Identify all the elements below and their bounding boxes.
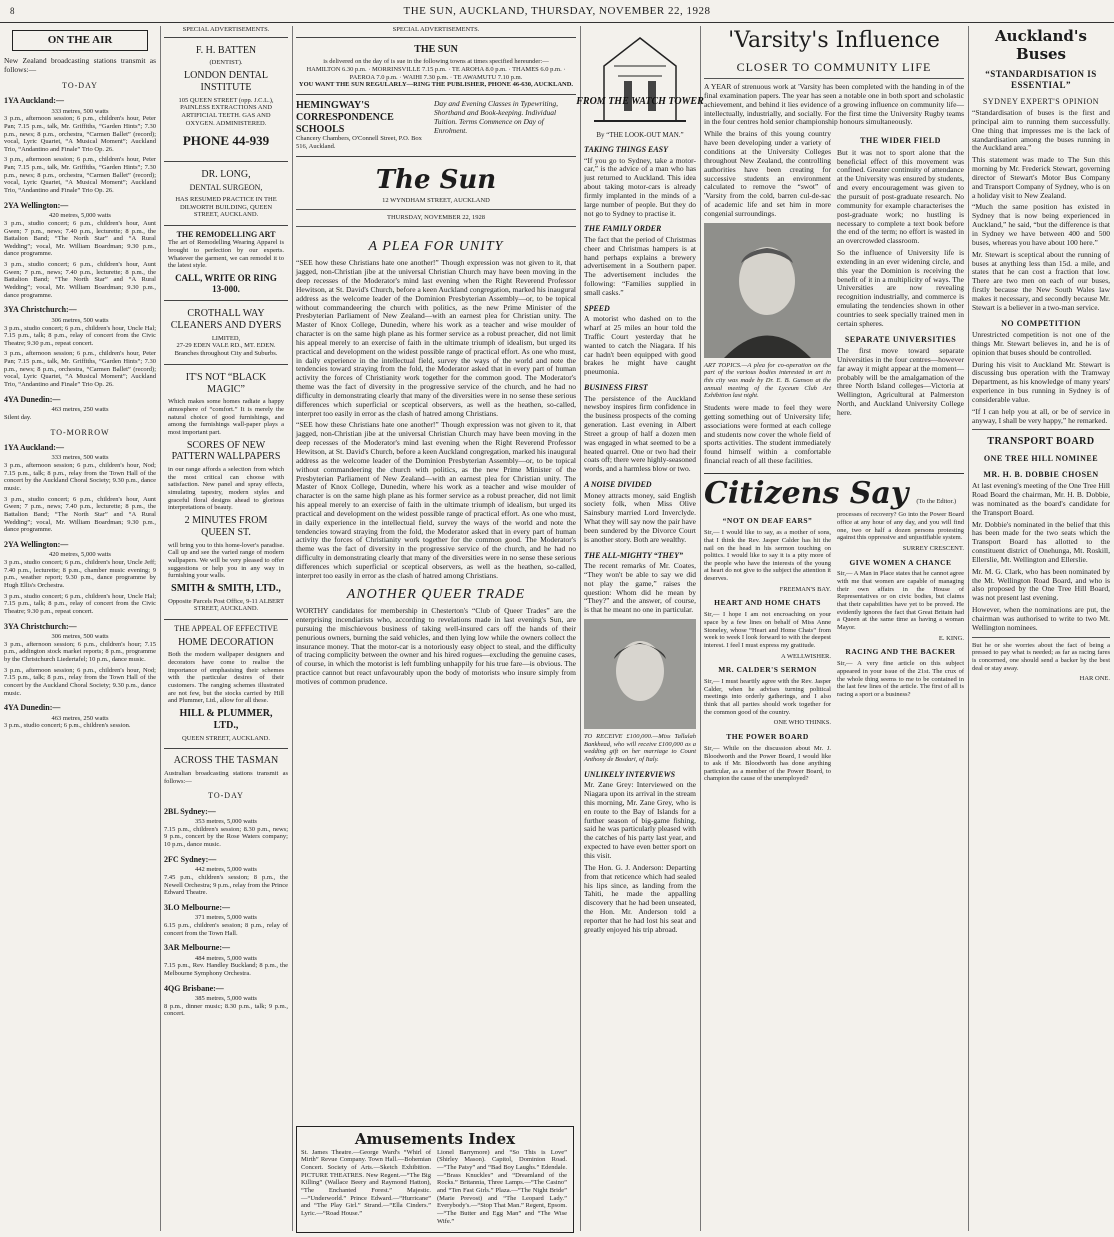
column-rule — [968, 26, 969, 1231]
ad-body: Opposite Parcels Post Office, 9-11 ALBERT STREET, AUCKLAND. — [168, 597, 284, 613]
paragraph-heading: TAKING THINGS EASY — [584, 145, 669, 155]
station-wave: 420 metres, 5,000 watts — [49, 212, 111, 220]
photo-caption: ART TOPICS.—A plea for co-operation on the part of the various bodies interested in art in this city was made by Dr. E. B. Gunson at the annual meeting of the Lyceum Club Art Exhibition last night. — [704, 361, 831, 400]
article-subheadline-2: SYDNEY EXPERT'S OPINION — [982, 96, 1100, 106]
station-wave: 333 metres, 500 watts — [51, 107, 109, 115]
station-programme-cont: 3 p.m., studio concert; 6 p.m., children's hour, Aunt Gwen; 7 p.m., news; 7.40 p.m., lecturette; 8 p.m., the Battalion Band; “The North Star” and “A Rural Wedding”; vocal, Mr. William Boardman; 9.30 p.m., dance programme. — [4, 261, 156, 299]
smith-wallpaper-ad — [164, 365, 288, 620]
paragraph-heading: THE ALL-MIGHTY “THEY” — [584, 550, 683, 560]
station-programme: 3 p.m., studio concert; 6 p.m., children's hour, Aunt Gwen; 7 p.m., news; 7.40 p.m., lecturette; 8 p.m., the Battalion Band; “The North Star” and “A Rural Wedding”; vocal, Mr. William Boardman; 9.30 p.m., dance programme. — [4, 219, 156, 258]
ad-body: QUEEN STREET, AUCKLAND. — [182, 734, 270, 742]
ad-title: HEMINGWAY'S CORRESPONDENCE SCHOOLS — [296, 100, 394, 135]
masthead-title: THE SUN, AUCKLAND, THURSDAY, NOVEMBER 22, 1928 — [403, 5, 711, 17]
transport-board-heading: TRANSPORT BOARD — [987, 436, 1095, 448]
letter-heading: THE POWER BOARD — [726, 732, 809, 741]
station-name: 2BL Sydney:— — [164, 806, 216, 816]
paragraph-body: The Hon. G. J. Anderson: Departing from that reticence which had sealed his lips since, as landing from the Tahiti, he made the appalling discovery that he had been unseated, the Hon. Mr. Anderson told a reporter that he had lost his seat and greatly enjoyed his trip abroad. — [584, 862, 696, 934]
article-body: “Standardisation of buses is the first and principal aim to running them successfully. One thing that impresses me is the lack of standardisation among the buses running in the Auckland area.” — [972, 108, 1110, 153]
letter-heading: HEART AND HOME CHATS — [714, 598, 821, 608]
paragraph-heading: BUSINESS FIRST — [584, 383, 648, 393]
ad-body: in our range affords a selection from which the most critical can choose with satisfaction. New panel and spray effects, simulating tapestry, modern styles and graceful floral designs ahead to glorious interpretations of beauty. — [168, 466, 284, 512]
ad-body: Which makes some homes radiate a happy atmosphere of “comfort.” It is merely the natural choice of good furnishings, and among the furnishings wall-paper plays a most important part. — [168, 398, 284, 436]
station-programme: 7.45 p.m., children's session; 8 p.m., the Newell Orchestra; 9 p.m., relay from the Prince Edward Theatre. — [164, 873, 288, 897]
masthead — [0, 0, 1114, 23]
station-programme-cont: 3 p.m., afternoon session; 6 p.m., children's hour, Nod; 7.15 p.m., talk; 8 p.m., relay from the Town Hall of the concert by the Auckland Choral Society; 9.30 p.m., dance music. — [4, 666, 156, 697]
ad-title: LONDON DENTAL INSTITUTE — [184, 70, 268, 93]
watch-tower-illustration — [576, 26, 704, 126]
column-rule — [292, 26, 293, 1231]
ad-body: Both the modern wallpaper designers and decorators have come to realise the importance of emphasising their schemes with the particular desires of their customers. The ranging schemes illustrated are not few, but the stocks carried by Hill and Plummer, Ltd., allow for all these. — [168, 651, 284, 705]
remodelling-ad — [164, 226, 288, 301]
station-wave: 306 metres, 500 watts — [51, 316, 109, 324]
letter-signature: ONE WHO THINKS. — [773, 719, 831, 727]
section-heading: NO COMPETITION — [1001, 318, 1081, 328]
varsity-column — [704, 26, 964, 1231]
station-programme: 6.15 p.m., children's session; 8 p.m., relay of concert from the Town Hall. — [164, 921, 288, 937]
ad-call: CALL, WRITE OR RING 13-000. — [175, 272, 277, 294]
ad-subtitle: (DENTIST). — [209, 59, 243, 67]
letter-signature: SURREY CRESCENT. — [902, 544, 964, 552]
letter-body: Sir,— I would like to say, as a mother of sons, that I think the Rev. Jasper Calder has hit the nail on the head in his sermon touching on politics. I would like to say it is a pity more of the people who have the interests of the young at heart do not give to the subject the attention it deserves. — [704, 529, 831, 583]
column-rule — [160, 26, 161, 1231]
station-wave: 385 metres, 5,000 watts — [195, 995, 257, 1003]
letter-body: processes of recovery? Go into the Power Board office at any hour of any day, and you will find one, two or half a dozen persons protesting against this oppressive and unjustifiable system. — [837, 511, 964, 542]
letter-body: Sir,— While on the discussion about Mr. J. Bloodworth and the Power Board, I would like to ask if Mr. Bloodworth has done anything particular, as a member of the Power Board, to champion the cause of the unemployed? — [704, 744, 831, 783]
citizens-say-banner — [704, 473, 964, 511]
editorial-body: WORTHY candidates for membership in Chesterton's “Club of Queer Trades” are the enterprising incendiarists who, according to revelations made in last evening's Sun, are pursuing the mischievous business of taking well-insured cars off the hands of their penurious owners, burning the said vehicles, and then lying low while the owners collect the insurance money. That the motor-car is a notoriously easy object to steal, and the difficulty of tracing complicity between the owner and his hired rogues—excluding the genuine cases, of course, in which the motorist is left fumbling unhappily for his true fare—is obvious. The practice cannot but react unfavourably upon the body of motorists who insure simply from motives of common prudence. — [296, 606, 576, 686]
sun-delivery-ad — [296, 38, 576, 95]
station-wave: 371 metres, 5,000 watts — [195, 914, 257, 922]
station-name: 4YA Dunedin:— — [4, 394, 61, 404]
station-wave: 484 metres, 5,000 watts — [195, 954, 257, 962]
ad-title: SMITH & SMITH, LTD., — [171, 582, 281, 594]
ad-title: THE REMODELLING ART — [176, 229, 276, 239]
letter-signature: A WELLWISHER. — [781, 652, 831, 660]
paragraph-body: The fact that the period of Christmas cheer and Christmas hampers is at hand perhaps explains a brewery advertisement in a Southern paper. The advertisement includes the following: “Families supplied in small casks.” — [584, 234, 696, 297]
station-name: 3LO Melbourne:— — [164, 902, 230, 912]
article-body: But it was not to sport alone that the beneficial effect of this movement was confined. Greater continuity of attendance at the University was ensured by students, and every encouragement was given to the pursuit of post-graduate research. No community for example characterises the post-graduate work; no hustling is necessary to complete a text book before the end of the term; no effort is wasted in an overcrowded classroom. — [837, 147, 964, 246]
crothall-ad — [164, 301, 288, 365]
citizens-say-title: Citizens Say — [704, 475, 909, 511]
paper-address: 12 WYNDHAM STREET, AUCKLAND — [382, 197, 490, 205]
article-headline: Auckland's Buses — [995, 27, 1087, 63]
station-programme-cont: 3 p.m., studio concert; 6 p.m., children's hour, Aunt Gwen; 7 p.m., news; 7.40 p.m., lecturette; 8 p.m., the Battalion Band; “The North Star” and “A Rural Wedding”; vocal, Mr. William Boardman; 9.30 p.m., dance programme. — [4, 495, 156, 534]
station-programme: 7.15 p.m., children's session; 8.30 p.m., news; 9 p.m., concert by the Rose Waters company; 10 p.m., dance music. — [164, 825, 288, 849]
station-name: 2YA Wellington:— — [4, 200, 69, 210]
letter-body: Sir,— A Man in Place states that he cannot agree with me that women are capable of managing their own affairs in the House of Representatives or on civic bodies, but claims that their capabilities have yet to be proved. He evidently ignores the fact that Great Britain had a Queen at the same time as having a woman Mayor. — [837, 570, 964, 632]
transport-board-sub: ONE TREE HILL NOMINEE — [983, 454, 1099, 464]
ad-body: will bring you to this home-lover's paradise. Call up and see the varied range of modern wallpapers. We will be very pleased to offer suggestions or help you in any way in furnishing your walls. — [168, 541, 284, 580]
today-label: TO-DAY — [62, 80, 98, 90]
section-heading: SEPARATE UNIVERSITIES — [844, 334, 957, 344]
article-body: Mr. Dobbie's nominated in the belief that this has been made for the two seats which the Transport Board has allotted to the constituent district of Onehunga, Mt. Roskill, Ellerslie, Mt. Wellington and Ellerslie. — [972, 519, 1110, 564]
station-name: 2YA Wellington:— — [4, 539, 69, 549]
letter-heading: RACING AND THE BACKER — [845, 647, 956, 657]
letter-body: Sir,— A very fine article on this subject appeared in your issue of the 21st. The crux of the whole thing seems to me to be contained in the last few lines of the article. The first of all is racing a sport or a business? — [837, 660, 964, 698]
paragraph-heading: A NOISE DIVIDED — [584, 480, 652, 490]
letter-heading: “NOT ON DEAF EARS” — [722, 516, 813, 526]
amusements-right: Lionel Barrymore) and “So This is Love” (Shirley Mason). Capitol, Dominion Road.—“The Patsy” and “Bad Boy Laughs.” Edendale.—“Brass Knuckles” and “Dreamland of the Rocks.” Britannia, Three Lamps.—“The Casino” and “Ten Fast Girls.” Plaza.—“The Night Bride” (Marie Prevost) and “The Leopard Lady.” Everybody's.—“Stop That Man.” Regent, Epsom.—“The Butter and Egg Man” and “The Wise Wife.” — [437, 1148, 567, 1225]
paragraph-body: Money attracts money, said English society folk, when Miss Olive Sainsbury married Lord Inverclyde. What they will say now the pair have been sundered by the Divorce Court is another story. Both are wealthy. — [584, 490, 696, 544]
on-the-air-heading: ON THE AIR — [12, 30, 148, 51]
station-name: 1YA Auckland:— — [4, 96, 64, 106]
special-ads-label: SPECIAL ADVERTISEMENTS. — [296, 26, 576, 38]
dr-long-ad — [164, 162, 288, 226]
article-body: The first move toward separate Universities in the four centres—however far away it might appear at the moment—probably will be the amalgamation of the three North Island colleges—Victoria at Wellington, Agricultural at Palmerston North, and Auckland University College here. — [837, 346, 964, 417]
ad-title: CROTHALL WAY CLEANERS AND DYERS — [170, 308, 282, 331]
editorial-heading: ANOTHER QUEER TRADE — [346, 586, 526, 602]
station-programme-cont: 3 p.m., afternoon session; 6 p.m., children's hour, Peter Pan; 7.15 p.m., talk, Mr. Griffiths, “Garden Hints”; 7.30 p.m., news; 8 p.m., orchestra, “Carmen Ballet” (record); vocal, Lyric Quartet, “A Musical Moment”; Auckland Trio, “Andantino and Finale” Trio Op. 26. — [4, 350, 156, 389]
page-number: 8 — [10, 6, 15, 16]
amusements-index — [296, 1126, 574, 1233]
ad-address: Chancery Chambers, O'Connell Street, P.O. Box 516, Auckland. — [296, 135, 422, 151]
station-wave: 463 metres, 250 watts — [51, 406, 109, 414]
paper-date: THURSDAY, NOVEMBER 22, 1928 — [386, 214, 486, 222]
station-name: 3AR Melbourne:— — [164, 943, 230, 953]
advertisements-column — [164, 26, 288, 1231]
letter-signature: HAR ONE. — [1079, 675, 1110, 683]
transport-board-sub2: MR. H. B. DOBBIE CHOSEN — [983, 469, 1099, 479]
editorial-column — [296, 26, 576, 1231]
ad-phone: PHONE 44-939 — [182, 133, 270, 149]
amusements-left: St. James Theatre.—George Ward's “Whirl of Mirth” Revue Company. Town Hall.—Bohemian Concert. Society of Arts.—Sketch Exhibition. PICTURE THEATRES. New Regent.—“The Big Killing” (Wallace Beery and Raymond Hatton), “The Enchanted Forest.” Majestic.—“Underworld.” Prince Edward.—“Hurricane” and “The Play Girl.” Strand.—“Ella Cinders.” Lyric.—“Road House.” — [301, 1148, 431, 1217]
ad-body: The art of Remodelling Wearing Apparel is brought to perfection by our experts. Whatever the garment, we can remodel it to the latest style. — [168, 239, 284, 270]
station-programme: 3 p.m., afternoon session; 6 p.m., children's hour, Peter Pan; 7.15 p.m., talk, Mr. Griffiths, “Garden Hints”; 7.30 p.m., news; 8 p.m., orchestra, “Carmen Ballet” (record); vocal, Lyric Quartet, “A Musical Moment”; Auckland Trio, “Andantino and Finale” Trio Op. 26. — [4, 115, 156, 153]
section-heading: THE WIDER FIELD — [860, 136, 941, 146]
article-body: Mr. Stewart is sceptical about the running of buses at anything less than 15d. a mile, and states that he can cost a fraction that low. There are two men on each of our buses, firstly because the New South Wales law makes it necessary, and secondly because Mr. Stewart is a believer in a two-man service. — [972, 249, 1110, 312]
ad-body: Day and Evening Classes in Typewriting, Shorthand and Book-keeping. Individual Tuition. Terms Commence on Day of Enrolment. — [434, 99, 559, 135]
batten-dentist-ad — [164, 38, 288, 162]
paragraph-body: The recent remarks of Mr. Coates, “They won't be able to say we did not play the game,” raises the question: Whom did he mean by “They?” and the answer, of course, is that he meant no one in particular. — [584, 561, 696, 615]
gunson-photo — [704, 223, 831, 358]
letter-signature: FREEMAN'S BAY. — [779, 585, 831, 593]
column-rule — [580, 26, 581, 1231]
hill-plummer-ad — [164, 620, 288, 749]
paragraph-body: The persistence of the Auckland newsboy inspires firm confidence in the business prospects of the coming generation. Last evening in Albert Street a group of half a dozen men was engaged in what seemed to be a heated quarrel. One or two had their coats off; there were highly-seasoned words, and a harmless blow or two. — [584, 393, 696, 474]
ad-body: HAS RESUMED PRACTICE IN THE DILWORTH BUILDING, QUEEN STREET, AUCKLAND. — [175, 195, 277, 219]
paper-name: The Sun — [375, 164, 497, 195]
article-body: Mr. M. G. Clark, who has been nominated by the Mt. Wellington Road Board, and who is also proposed by the One Tree Hill Board, was not present last evening. — [972, 566, 1110, 603]
editorial-heading: A PLEA FOR UNITY — [368, 238, 504, 254]
ad-body: is delivered on the day of is sue in the following towns at times specified hereunder:— — [323, 58, 549, 66]
article-body: So the influence of University life is extending in an ever widening circle, and this year the Dominion is receiving the benefit of it in a multiplicity of ways. The Universities are now revealing recognition industrially, and commerce is emulating the tendencies shown in other countries to seek specially trained men in certain spheres. — [837, 248, 964, 328]
station-name: 3YA Christchurch:— — [4, 621, 77, 631]
ad-subtitle: DENTAL SURGEON, — [189, 183, 263, 193]
ad-title: THE SUN — [414, 43, 458, 55]
tasman-intro: Australian broadcasting stations transmit as follows:— — [164, 769, 288, 785]
ad-title: IT'S NOT “BLACK MAGIC” — [185, 371, 267, 395]
station-programme: 7.15 p.m., Rev. Handley Buckland; 8 p.m., the Melbourne Symphony Orchestra. — [164, 962, 288, 977]
buses-column — [972, 26, 1110, 1231]
ad-title: SCORES OF NEW PATTERN WALLPAPERS — [171, 439, 281, 463]
column-rule — [700, 26, 701, 1231]
letter-signature: E. KING. — [938, 634, 964, 642]
station-name: 1YA Auckland:— — [4, 442, 64, 452]
article-body: While the brains of this young country have been developing under a variety of conditions at the University Colleges throughout New Zealand, the controlling authorities have been creating for successive students an environment calculated to remove the “swot” of 'Varsity from the cold, barren cul-de-sac of academic life and set him in more congenial surroundings. — [704, 129, 831, 218]
station-programme-cont: 3 p.m., studio concert; 6 p.m., children's hour, Uncle Hal; 7.15 p.m., talk; 8 p.m., relay of concert from the Civic Theatre; 9.30 p.m., repeat concert. — [4, 592, 156, 615]
ad-order: YOU WANT THE SUN REGULARLY—RING THE PUBLISHER, PHONE 46-630, AUCKLAND. — [298, 81, 574, 89]
hemingway-ad — [296, 95, 576, 157]
station-name: 3YA Christchurch:— — [4, 305, 77, 315]
across-tasman — [164, 755, 288, 1018]
station-wave: 442 metres, 5,000 watts — [195, 866, 257, 874]
paragraph-heading: THE FAMILY ORDER — [584, 224, 662, 234]
station-wave: 420 metres, 5,000 watts — [49, 551, 111, 559]
paragraph-heading: SPEED — [584, 303, 610, 313]
ad-subtitle: LIMITED, — [211, 334, 241, 342]
on-the-air-column — [4, 26, 156, 1231]
bankhead-photo — [584, 619, 696, 729]
ad-name: DR. LONG, — [201, 168, 251, 180]
article-headline: 'Varsity's Influence — [728, 28, 940, 53]
article-body: “Much the same position has existed in Sydney that is now being experienced in Auckland,” he said, “but the difference is that in Sydney we have between 400 and 500 buses, whereas you have about 100 here.” — [972, 202, 1110, 247]
byline: By “THE LOOK-OUT MAN.” — [596, 130, 684, 139]
station-programme: 3 p.m., studio concert; 6 p.m., children's hour, Uncle Hal; 7.15 p.m., talk; 8 p.m., relay of concert from the Civic Theatre; 9.30 p.m., repeat concert. — [4, 324, 156, 347]
tasman-today: TO-DAY — [208, 791, 244, 801]
letter-body: Sir,— I hope I am not encroaching on your space by a few lines on behalf of Miss Anne Stoneley, whose “Heart and Home Chats” from week to week I look forward to with the deepest interest. I feel I must express my gratitude. — [704, 611, 831, 649]
station-wave: 306 metres, 500 watts — [51, 633, 109, 641]
paragraph-body: “If you go to Sydney, take a motor-car,” is the advice of a man who has just returned to Auckland. This idea about taking motor-cars is already firmly implanted in the minds of a large number of people. But they do not go to Sydney to practise it. — [584, 155, 696, 218]
amusements-title: Amusements Index — [354, 1130, 516, 1148]
station-programme: 3 p.m., afternoon session; 6 p.m., children's hour, Nod; 7.15 p.m., talk; 8 p.m., relay from the Town Hall of the concert by the Auckland Choral Society; 9.30 p.m., dance music. — [4, 462, 156, 492]
letter-heading: GIVE WOMEN A CHANCE — [849, 557, 952, 567]
watch-tower-column — [576, 26, 704, 1231]
ad-name: F. H. BATTEN — [195, 44, 257, 56]
station-wave: 353 metres, 5,000 watts — [195, 818, 257, 826]
station-programme: 8 p.m., dinner music; 8.30 p.m., talk; 9 p.m., concert. — [164, 1002, 288, 1018]
article-subheadline: “STANDARDISATION IS ESSENTIAL” — [985, 69, 1097, 90]
letter-body: Sir,— I must heartily agree with the Rev. Jasper Calder, when he advises turning political meetings into orderly gatherings, and I also think that all parties should work together for the common good of the country. — [704, 678, 831, 716]
delivery-times: HAMILTON 6.30 p.m. · MORRINSVILLE 7.15 p.m. · TE AROHA 8.0 p.m. · THAMES 6.0 p.m. · PAEROA 7.0 p.m. · WAIHI 7.30 p.m. · TE AWAMUTU 7.10 p.m. — [306, 66, 566, 81]
ad-title: 2 MINUTES FROM QUEEN ST. — [184, 515, 268, 538]
station-programme-cont: 3 p.m., afternoon session; 6 p.m., children's hour, Peter Pan; 7.15 p.m., talk, Mr. Griffiths, “Garden Hints”; 7.30 p.m., news; 8 p.m., orchestra, “Carmen Ballet” (record); vocal, Lyric Quartet, “A Musical Moment”; Auckland Trio, “Andantino and Finale” Trio Op. 26. — [4, 156, 156, 195]
station-programme: 3 p.m., afternoon session; 6 p.m., children's hour; 7.15 p.m., addington stock market reports; 8 p.m., programme by the Christchurch Liedertafel; 10 p.m., dance music. — [4, 640, 156, 664]
station-name: 2FC Sydney:— — [164, 854, 217, 864]
article-body: This statement was made to The Sun this morning by Mr. Frederick Stewart, governing director of Stewart's Motor Bus Company and Transport Company of Sydney, who is on a holiday visit to New Zealand. — [972, 155, 1110, 200]
photo-caption: TO RECEIVE £100,000.—Miss Tallulah Bankhead, who will receive £100,000 as a wedding gift on her marriage to Count Anthony de Bosdari, of Italy. — [584, 733, 696, 764]
paragraph-body: Mr. Zane Grey: Interviewed on the Niagara upon its arrival in the stream this morning, Mr. Zane Grey, who is en route to the Bay of Islands for a further season of big-game fishing, said he was particularly pleased with the catches of his party last year, and expected to have even better sport on this visit. — [584, 780, 696, 860]
ad-body: 105 QUEEN STREET (opp. J.C.L.), PAINLESS EXTRACTIONS AND ARTIFICIAL TEETH. GAS AND OXYGEN. ADMINISTERED. — [178, 96, 274, 127]
ad-title: HOME DECORATION — [178, 636, 274, 648]
editorial-body-cont: “SEE how these Christians hate one another!” Though expression was not given to it, that jagged, non-Christian jibe at the universal Christian Church may have been moving in the deep recesses of the Moderator's mind last evening when the Right Reverend Professor Hewitson, at St. David's Church, before a keen Auckland congregation, marked his inaugural address as the welcome leader of the Dominion Presbyterian Assembly—or, to be topical without commandeering the church with politics, as the new Prime Minister of the Presbyterian Parliament of New Zealand—with an earnest plea for Christian unity. The Master of Knox College, Dunedin, where his work as a teacher and wise moulder of character is on the same high plane as his former service as a robust preacher, did not limit his appeal merely to an exercise of faith in the ultimate triumph of idealism, but urged its practical and development on the widest possible range of practical effort. As one who must, in daily experience in the intellectual field, survey the ways of the world and note the tendencies toward straying from the fold, the Moderator asked that in every part of human activity the forces of Christianity work together for the common good. The Moderator's theme was the fact of diversity in the progressive service of the church, and he had no difficulty in demonstrating clearly that many of the diversities were in no sense these serious differences which superficial or sceptical observers, as well as the heathen, so-called, interpret too easily in error as the clash of hatred among Christians. — [296, 420, 576, 580]
special-ads-label: SPECIAL ADVERTISEMENTS. — [164, 26, 288, 38]
article-body: At last evening's meeting of the One Tree Hill Road Board the chairman, Mr. H. B. Dobbie, was nominated as the board's candidate for the Transport Board. — [972, 481, 1110, 517]
paper-nameplate — [296, 157, 576, 233]
watch-tower-label: FROM THE WATCH TOWER — [576, 96, 704, 107]
article-body: But he or she worries about the fact of being a pressed to pay what is needed; as far as racing fares is concerned, one should send a backer by the best deal or stay away. — [972, 641, 1110, 672]
station-name: 4YA Dunedin:— — [4, 703, 61, 713]
station-programme: 3 p.m., studio concert; 6 p.m., children's session. — [4, 722, 131, 730]
article-subheadline: CLOSER TO COMMUNITY LIFE — [736, 59, 932, 74]
article-body: A YEAR of strenuous work at 'Varsity has been completed with the handing in of the final examination papers. The year has seen a notable one in both sport and scholastic achievement, and behind it lies evidence of a growing influence on community life—intellectually, industrially, and socially. For the first time the University Rugby teams in the four centres hold senior championship honours simultaneously. — [704, 82, 964, 127]
station-wave: 333 metres, 500 watts — [51, 454, 109, 462]
ad-title: HILL & PLUMMER, LTD., — [179, 707, 273, 731]
station-programme: 3 p.m., studio concert; 6 p.m., children's hour, Uncle Jeff; 7.40 p.m., lecturette; 8 p.m., chamber music evening; 9 p.m., weather report; 9.30 p.m., dance programme by Hugh Ellis's Orchestra. — [4, 559, 156, 589]
to-the-editor: (To the Editor.) — [916, 497, 957, 505]
article-body: Students were made to feel they were getting something out of University life; associations were formed at each college and students now cover the whole field of sports activities. The student immediately found himself within a comfortable financial reach of all these facilities. — [704, 403, 831, 466]
article-body: However, when the nominations are put, the chairman was authorised to write to two Mt. Wellington nominees. — [972, 605, 1110, 632]
station-name: 4QG Brisbane:— — [164, 983, 224, 993]
article-body: Unrestricted competition is not one of the things Mr. Stewart believes in, and he is of opinion that buses should be controlled. — [972, 330, 1110, 357]
paragraph-heading: UNLIKELY INTERVIEWS — [584, 769, 676, 779]
article-body: During his visit to Auckland Mr. Stewart is discussing bus operation with the Tramway Department, as his knowledge of many years' experience in bus running in Sydney is of considerable value. — [972, 359, 1110, 404]
article-quote: “If I can help you at all, or be of service in anyway, I shall be very happy,” he remarked. — [972, 406, 1110, 425]
ad-title: THE APPEAL OF EFFECTIVE — [174, 624, 278, 634]
editorial-body: “SEE how these Christians hate one another!” Though expression was not given to it, that jagged, non-Christian jibe at the universal Christian Church may have been moving in the deep recesses of the Moderator's mind last evening when the Right Reverend Professor Hewitson, at St. David's Church, before a keen Auckland congregation, marked his inaugural address as the welcome leader of the Dominion Presbyterian Assembly—or, to be topical without commandeering the church with politics, as the new Prime Minister of the Presbyterian Parliament of New Zealand—with an earnest plea for Christian unity. The Master of Knox College, Dunedin, where his work as a teacher and wise moulder of character is on the same high plane as his former service as a robust preacher, did not limit his appeal merely to an exercise of faith in the ultimate triumph of idealism, but urged its practical and development on the widest possible range of practical effort. As one who must, in daily experience in the intellectual field, survey the ways of the world and note the tendencies toward straying from the fold, the Moderator asked that in every part of human activity the forces of Christianity work together for the common good. The Moderator's theme was the fact of diversity in the progressive service of the church, and he had no difficulty in demonstrating clearly that many of the diversities were in no sense these serious differences which superficial or sceptical observers, as well as the heathen, so-called, interpret too easily in error as the clash of hatred among Christians. — [296, 258, 576, 418]
tasman-heading: ACROSS THE TASMAN — [173, 755, 279, 767]
letter-heading: MR. CALDER'S SERMON — [718, 665, 817, 675]
station-wave: 463 metres, 250 watts — [51, 714, 109, 722]
station-programme: Silent day. — [4, 413, 32, 421]
intro-text: New Zealand broadcasting stations transmit as follows:— — [4, 55, 156, 74]
paragraph-body: A motorist who dashed on to the wharf at 25 miles an hour told the Traffic Court yesterday that he wanted to catch the Niagara. If his car hadn't been equipped with good brakes he might have caught pneumonia. — [584, 314, 696, 377]
ad-body: 27-29 EDEN VALE RD., MT. EDEN. Branches throughout City and Suburbs. — [174, 342, 278, 358]
tomorrow-label: TO-MORROW — [50, 427, 110, 437]
